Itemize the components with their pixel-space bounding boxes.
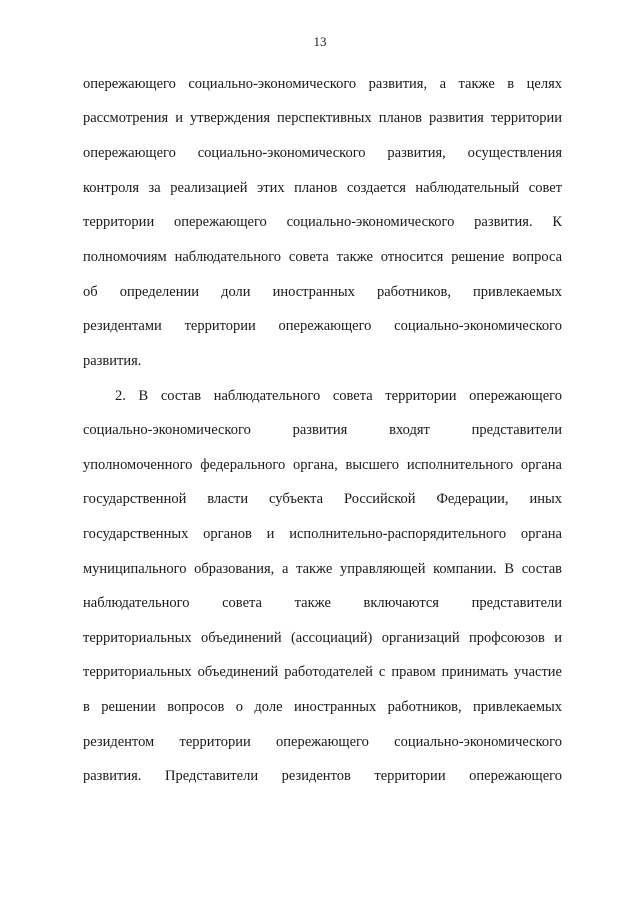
text-line: об определении доли иностранных работников, привлекаемых	[83, 284, 562, 300]
text-line: территории опережающего социально-экономического развития. К	[83, 214, 562, 230]
text-line: рассмотрения и утверждения перспективных планов развития территории	[83, 110, 562, 126]
text-line: государственной власти субъекта Российской Федерации, иных	[83, 491, 562, 507]
text-line: полномочиям наблюдательного совета также относится решение вопроса	[83, 249, 562, 265]
text-line: опережающего социально-экономического развития, а также в целях	[83, 76, 562, 92]
text-line: развития.	[83, 353, 142, 369]
text-line: резидентами территории опережающего социально-экономического	[83, 318, 562, 334]
text-line: 2. В состав наблюдательного совета территории опережающего	[115, 388, 562, 404]
text-line: муниципального образования, а также управляющей компании. В состав	[83, 561, 562, 577]
text-line: социально-экономического развития входят представители	[83, 422, 562, 438]
text-line: контроля за реализацией этих планов создается наблюдательный совет	[83, 180, 562, 196]
text-line: опережающего социально-экономического развития, осуществления	[83, 145, 562, 161]
text-line: государственных органов и исполнительно-распорядительного органа	[83, 526, 562, 542]
text-line: резидентом территории опережающего социально-экономического	[83, 734, 562, 750]
text-line: наблюдательного совета также включаются представители	[83, 595, 562, 611]
text-line: территориальных объединений (ассоциаций) организаций профсоюзов и	[83, 630, 562, 646]
text-line: уполномоченного федерального органа, высшего исполнительного органа	[83, 457, 562, 473]
text-line: развития. Представители резидентов территории опережающего	[83, 768, 562, 784]
text-line: территориальных объединений работодателей с правом принимать участие	[83, 664, 562, 680]
text-line: в решении вопросов о доле иностранных работников, привлекаемых	[83, 699, 562, 715]
page-number: 13	[313, 34, 327, 49]
